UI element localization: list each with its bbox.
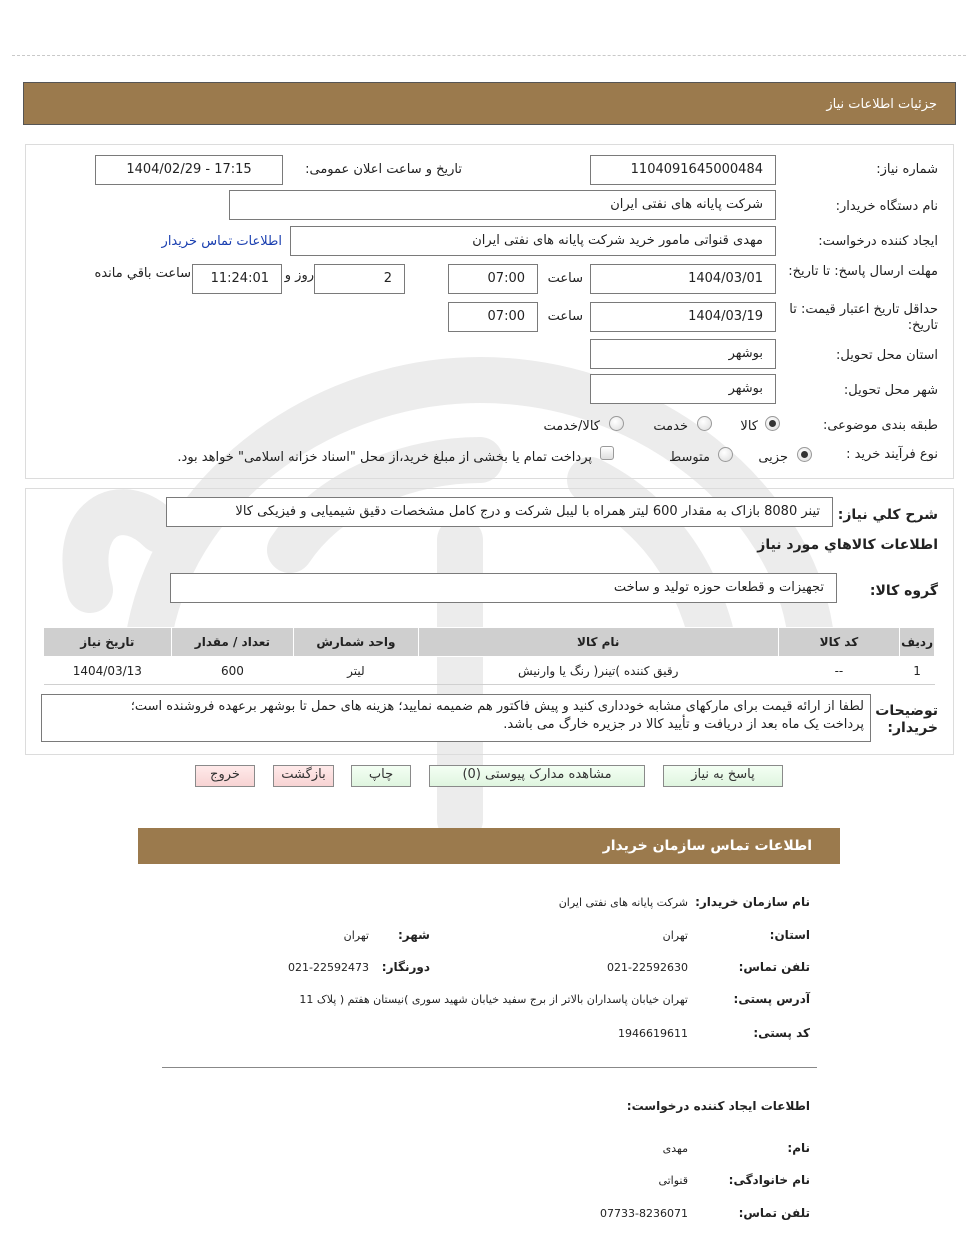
buyer-org-field[interactable]: شرکت پایانه های نفتی ایران — [229, 190, 776, 220]
summary-field: تینر 8080 بازاک به مقدار 600 لیتر همراه با لیبل شرکت و درج کامل مشخصات دقیق شیمیایی و فیزیکی کالا — [166, 497, 833, 527]
page-title: جزئیات اطلاعات نیاز — [826, 97, 937, 112]
col-unit: واحد شمارش — [294, 628, 419, 657]
city-field[interactable]: بوشهر — [590, 374, 776, 404]
creator-name-value: مهدی — [662, 1142, 688, 1155]
col-row: ردیف — [900, 628, 935, 657]
contact-province-label: استان: — [769, 928, 810, 942]
cell-code: -- — [778, 657, 899, 685]
cell-unit: لیتر — [294, 657, 419, 685]
goods-group-label: گروه کالا: — [869, 583, 938, 599]
contact-postal-label: کد پستی: — [753, 1026, 810, 1040]
contact-address-label: آدرس پستی: — [733, 992, 810, 1006]
attachments-button[interactable]: مشاهده مدارک پیوستی (0) — [429, 765, 645, 787]
buyer-notes-line-1: لطفا از ارائه قیمت برای مارکهای مشابه خودداری کنید و پیش فاکتور هم ضمیمه نمایید؛ هزینه های حمل تا بوشهر برعهده فروشنده است؛ — [130, 699, 864, 714]
contact-fax-label: دورنگار: — [381, 960, 430, 974]
days-label: روز و — [284, 268, 314, 283]
category-label: طبقه بندی موضوعی: — [822, 418, 938, 433]
col-name: نام کالا — [418, 628, 778, 657]
process-radio-medium[interactable] — [718, 447, 733, 462]
process-option-minor: جزیی — [758, 450, 788, 465]
validity-time-label: ساعت — [547, 309, 583, 324]
validity-date-field[interactable]: 1404/03/19 — [590, 302, 776, 332]
col-date: تاریخ نیاز — [44, 628, 172, 657]
goods-group-field: تجهیزات و قطعات حوزه تولید و ساخت — [170, 573, 837, 603]
category-radio-goods-service[interactable] — [609, 416, 624, 431]
creator-phone-value: 07733-8236071 — [600, 1207, 688, 1220]
cell-qty: 600 — [171, 657, 293, 685]
buyer-org-label: نام دستگاه خریدار: — [835, 199, 938, 214]
category-option-goods: کالا — [740, 419, 758, 434]
days-remaining-field: 2 — [314, 264, 405, 294]
time-remaining-field: 11:24:01 — [192, 264, 282, 294]
validity-time-field[interactable]: 07:00 — [448, 302, 538, 332]
need-number-label: شماره نیاز: — [876, 162, 938, 177]
top-divider — [12, 55, 966, 56]
category-radio-service[interactable] — [697, 416, 712, 431]
treasury-payment-checkbox[interactable] — [600, 446, 614, 460]
summary-label: شرح کلي نياز: — [837, 507, 938, 523]
buyer-notes-line-2: پرداخت یک ماه بعد از دریافت و تأیید کالا در جزیره خارگ می باشد. — [503, 717, 864, 732]
city-label: شهر محل تحویل: — [843, 383, 938, 398]
cell-date: 1404/03/13 — [44, 657, 172, 685]
reply-button[interactable]: پاسخ به نیاز — [663, 765, 783, 787]
page-header-banner — [23, 82, 956, 125]
category-option-service: خدمت — [653, 419, 688, 434]
announce-label: تاریخ و ساعت اعلان عمومی: — [305, 162, 462, 177]
col-qty: تعداد / مقدار — [171, 628, 293, 657]
creator-name-label: نام: — [787, 1141, 810, 1155]
creator-family-value: قنواتی — [658, 1174, 688, 1187]
buyer-contact-link[interactable]: اطلاعات تماس خریدار — [161, 234, 282, 249]
contact-address-value: تهران خیابان پاسداران بالاتر از برج سفید خیابان شهید سوری )نیستان هفتم ( پلاک 11 — [299, 993, 688, 1006]
items-heading: اطلاعات کالاهاي مورد نياز — [757, 537, 938, 553]
contact-org-value: شرکت پایانه های نفتی ایران — [558, 896, 688, 909]
province-label: استان محل تحویل: — [836, 348, 938, 363]
category-option-goods-service: کالا/خدمت — [543, 419, 600, 434]
creator-phone-label: تلفن تماس: — [738, 1206, 810, 1220]
creator-family-label: نام خانوادگی: — [728, 1173, 810, 1187]
contact-phone-value: 021-22592630 — [607, 961, 688, 974]
creator-field[interactable]: مهدی قنواتی مامور خرید شرکت پایانه های نفتی ایران — [290, 226, 776, 256]
contact-title: اطلاعات تماس سازمان خریدار — [602, 838, 812, 854]
cell-name: رقیق کننده )تینر( رنگ یا وارنیش — [418, 657, 778, 685]
items-table — [43, 627, 935, 685]
col-code: کد کالا — [778, 628, 899, 657]
time-remaining-label: ساعت باقي مانده — [94, 266, 191, 281]
items-table-header — [44, 628, 935, 657]
buyer-notes-box — [41, 694, 871, 742]
validity-label: حداقل تاریخ اعتبار قیمت: تا تاریخ: — [789, 302, 938, 333]
deadline-label: مهلت ارسال پاسخ: تا تاریخ: — [788, 264, 938, 279]
province-field[interactable]: بوشهر — [590, 339, 776, 369]
deadline-time-label: ساعت — [547, 271, 583, 286]
contact-postal-value: 1946619611 — [618, 1027, 688, 1040]
print-button[interactable]: چاپ — [351, 765, 411, 787]
deadline-date-field[interactable]: 1404/03/01 — [590, 264, 776, 294]
need-number-field[interactable]: 1104091645000484 — [590, 155, 776, 185]
cell-row: 1 — [900, 657, 935, 685]
exit-button[interactable]: خروج — [195, 765, 255, 787]
table-row — [44, 657, 935, 685]
contact-fax-value: 021-22592473 — [288, 961, 369, 974]
process-option-medium: متوسط — [669, 450, 710, 465]
contact-province-value: تهران — [662, 929, 688, 942]
announce-datetime-field[interactable]: 1404/02/29 - 17:15 — [95, 155, 283, 185]
back-button[interactable]: بازگشت — [273, 765, 334, 787]
contact-city-value: تهران — [343, 929, 369, 942]
process-radio-minor[interactable] — [797, 447, 812, 462]
process-label: نوع فرآیند خرید : — [846, 447, 938, 462]
buyer-notes-label: توضیحات خریدار: — [875, 703, 938, 736]
contact-org-label: نام سازمان خریدار: — [695, 895, 810, 909]
deadline-time-field[interactable]: 07:00 — [448, 264, 538, 294]
contact-banner — [138, 828, 840, 864]
category-radio-goods[interactable] — [765, 416, 780, 431]
contact-phone-label: تلفن تماس: — [738, 960, 810, 974]
contact-city-label: شهر: — [398, 928, 430, 942]
creator-label: ایجاد کننده درخواست: — [818, 234, 938, 249]
treasury-payment-note: پرداخت تمام یا بخشی از مبلغ خرید،از محل "اسناد خزانه اسلامی" خواهد بود. — [177, 450, 592, 465]
contact-divider — [162, 1067, 817, 1068]
creator-info-title: اطلاعات ایجاد کننده درخواست: — [626, 1099, 810, 1113]
